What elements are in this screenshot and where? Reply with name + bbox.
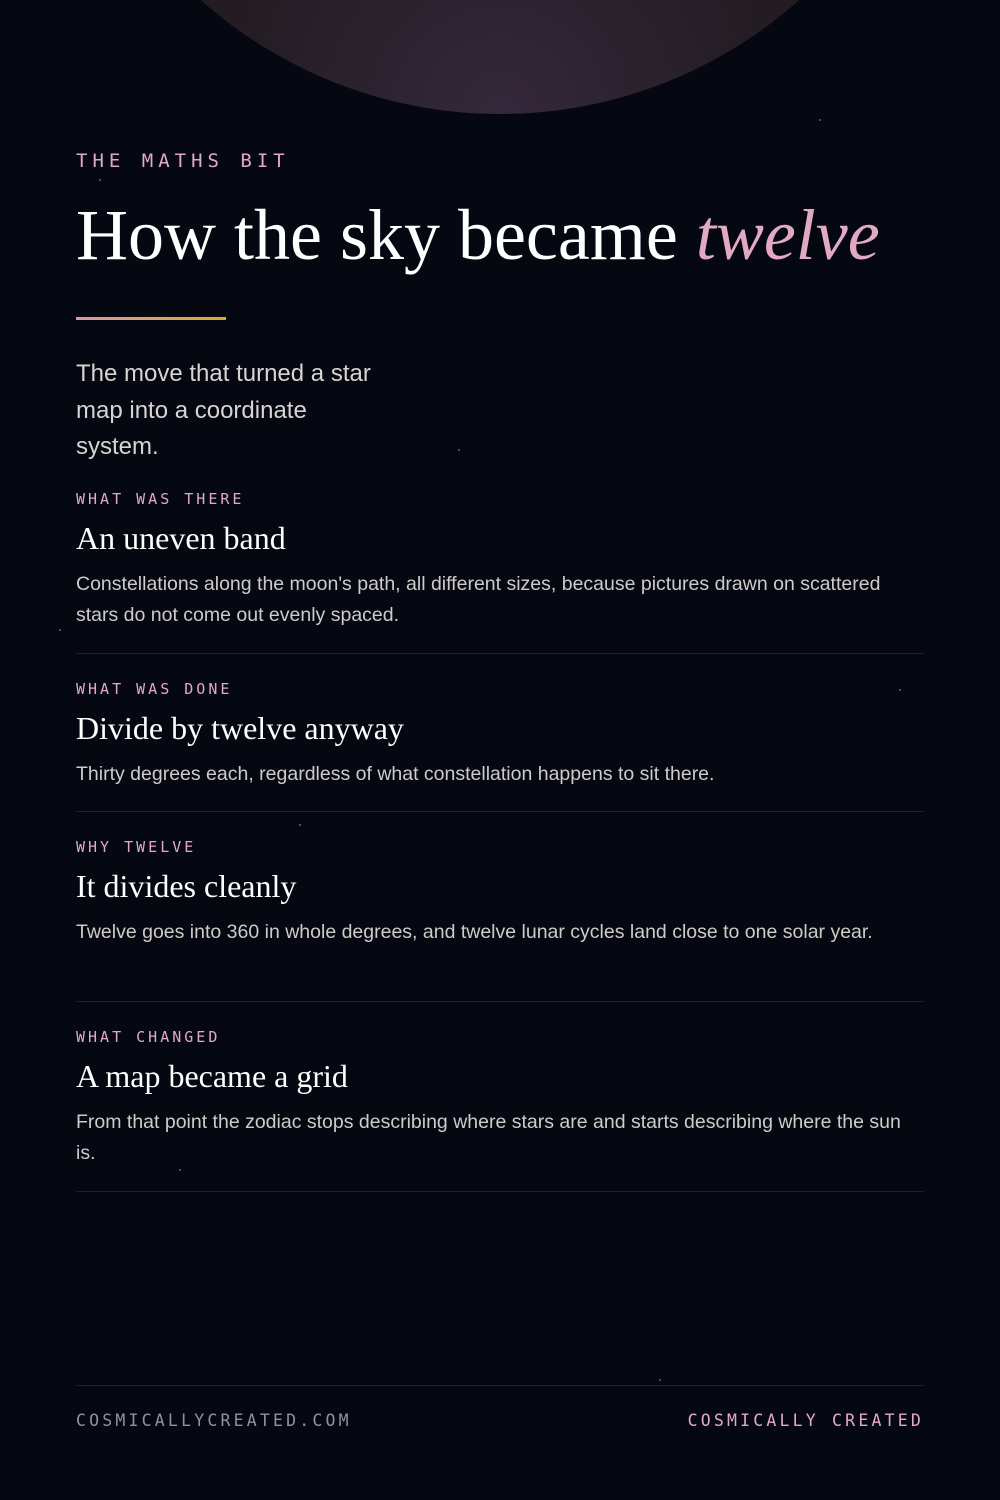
section-label: WHAT WAS DONE <box>76 680 233 698</box>
star-dot <box>299 824 301 826</box>
section-body: From that point the zodiac stops describing where stars are and starts describing where the sun is. <box>76 1111 901 1164</box>
star-dot <box>659 1379 661 1381</box>
section-label: WHAT WAS THERE <box>76 490 245 508</box>
planet-glow <box>50 0 950 114</box>
footer-brand: COSMICALLY CREATED <box>687 1411 924 1430</box>
section-body: Twelve goes into 360 in whole degrees, and twelve lunar cycles land close to one solar year. <box>76 921 873 943</box>
section-label: WHAT CHANGED <box>76 1028 221 1046</box>
page-title <box>76 192 880 278</box>
footer-site-url[interactable]: COSMICALLYCREATED.COM <box>76 1411 352 1430</box>
section-body: Thirty degrees each, regardless of what constellation happens to sit there. <box>76 763 715 785</box>
footer <box>76 1385 924 1430</box>
section-why-twelve <box>76 837 924 1002</box>
section-label: WHY TWELVE <box>76 838 197 856</box>
section-what-changed <box>76 1027 924 1192</box>
star-dot <box>458 449 460 451</box>
title-accent: twelve <box>695 195 880 275</box>
star-dot <box>59 629 61 631</box>
section-what-was-done <box>76 679 924 812</box>
section-heading: An uneven band <box>76 520 286 556</box>
section-heading: Divide by twelve anyway <box>76 710 404 746</box>
star-dot <box>99 179 101 181</box>
section-body: Constellations along the moon's path, all different sizes, because pictures drawn on scattered stars do not come out evenly spaced. <box>76 573 881 626</box>
section-heading: A map became a grid <box>76 1058 348 1094</box>
star-dot <box>819 119 821 121</box>
section-what-was-there <box>76 489 924 654</box>
eyebrow-label: THE MATHS BIT <box>76 150 290 172</box>
accent-rule <box>76 317 226 320</box>
lede-text: The move that turned a star map into a coordinate system. <box>76 360 371 460</box>
section-heading: It divides cleanly <box>76 868 297 904</box>
title-main: How the sky became <box>76 195 696 275</box>
